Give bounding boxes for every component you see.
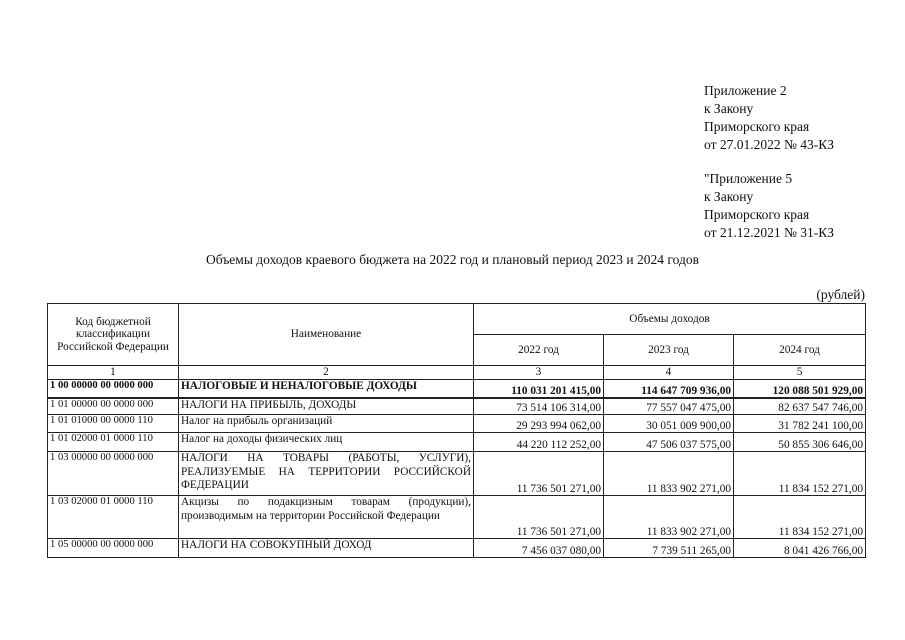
row-value-2024: 82 637 547 746,00 [734,398,866,415]
appendix-line: к Закону [704,189,754,204]
row-code: 1 00 00000 00 0000 000 [48,380,179,398]
table-row [48,415,866,433]
table-row [48,398,866,415]
appendix-line: от 27.01.2022 № 43-КЗ [704,137,834,152]
units-label: (рублей) [816,287,865,302]
appendix-line: Приморского края [704,207,810,222]
header-code: Код бюджетной классификации Российской Федерации [48,304,179,366]
row-code: 1 01 01000 00 0000 110 [48,415,179,433]
table-row [48,380,866,398]
row-value-2023: 7 739 511 265,00 [604,539,734,558]
row-value-2023: 114 647 709 936,00 [604,380,734,398]
row-value-2022: 7 456 037 080,00 [474,539,604,558]
appendix-current-reference [704,82,834,154]
appendix-previous-reference [704,170,834,242]
row-name: Акцизы по подакцизным товарам (продукции), производимым на территории Российской Федерации [179,496,474,539]
header-name: Наименование [179,304,474,366]
appendix-line: Приморского края [704,119,810,134]
row-name: Налог на прибыль организаций [179,415,474,433]
document-title: Объемы доходов краевого бюджета на 2022 год и плановый период 2023 и 2024 годов [206,252,699,267]
row-value-2022: 11 736 501 271,00 [474,452,604,496]
row-code: 1 03 00000 00 0000 000 [48,452,179,496]
appendix-line: от 21.12.2021 № 31-КЗ [704,225,834,240]
row-value-2024: 31 782 241 100,00 [734,415,866,433]
appendix-line: Приложение 2 [704,83,787,98]
row-value-2022: 110 031 201 415,00 [474,380,604,398]
row-value-2024: 11 834 152 271,00 [734,452,866,496]
column-index: 2 [179,366,474,380]
revenue-table [47,303,866,558]
row-value-2024: 50 855 306 646,00 [734,433,866,452]
header-year-2022: 2022 год [474,335,604,366]
row-value-2024: 120 088 501 929,00 [734,380,866,398]
row-code: 1 01 02000 01 0000 110 [48,433,179,452]
table-row [48,452,866,496]
row-value-2023: 30 051 009 900,00 [604,415,734,433]
row-value-2022: 11 736 501 271,00 [474,496,604,539]
table-row [48,539,866,558]
row-name: НАЛОГИ НА ТОВАРЫ (РАБОТЫ, УСЛУГИ), РЕАЛИЗУЕМЫЕ НА ТЕРРИТОРИИ РОССИЙСКОЙ ФЕДЕРАЦИИ [179,452,474,496]
header-year-2024: 2024 год [734,335,866,366]
table-row [48,433,866,452]
row-value-2023: 77 557 047 475,00 [604,398,734,415]
header-year-2023: 2023 год [604,335,734,366]
row-code: 1 01 00000 00 0000 000 [48,398,179,415]
table-row [48,496,866,539]
row-value-2023: 11 833 902 271,00 [604,496,734,539]
row-name: НАЛОГИ НА СОВОКУПНЫЙ ДОХОД [179,539,474,558]
column-index: 3 [474,366,604,380]
row-value-2024: 11 834 152 271,00 [734,496,866,539]
row-value-2023: 47 506 037 575,00 [604,433,734,452]
row-code: 1 03 02000 01 0000 110 [48,496,179,539]
appendix-line: к Закону [704,101,754,116]
column-index: 5 [734,366,866,380]
row-code: 1 05 00000 00 0000 000 [48,539,179,558]
appendix-line: "Приложение 5 [704,171,793,186]
row-name: НАЛОГОВЫЕ И НЕНАЛОГОВЫЕ ДОХОДЫ [179,380,474,398]
column-index: 1 [48,366,179,380]
row-value-2022: 29 293 994 062,00 [474,415,604,433]
column-index: 4 [604,366,734,380]
header-volumes: Объемы доходов [474,304,866,335]
row-value-2022: 73 514 106 314,00 [474,398,604,415]
row-value-2024: 8 041 426 766,00 [734,539,866,558]
row-name: НАЛОГИ НА ПРИБЫЛЬ, ДОХОДЫ [179,398,474,415]
row-name: Налог на доходы физических лиц [179,433,474,452]
row-value-2023: 11 833 902 271,00 [604,452,734,496]
row-value-2022: 44 220 112 252,00 [474,433,604,452]
